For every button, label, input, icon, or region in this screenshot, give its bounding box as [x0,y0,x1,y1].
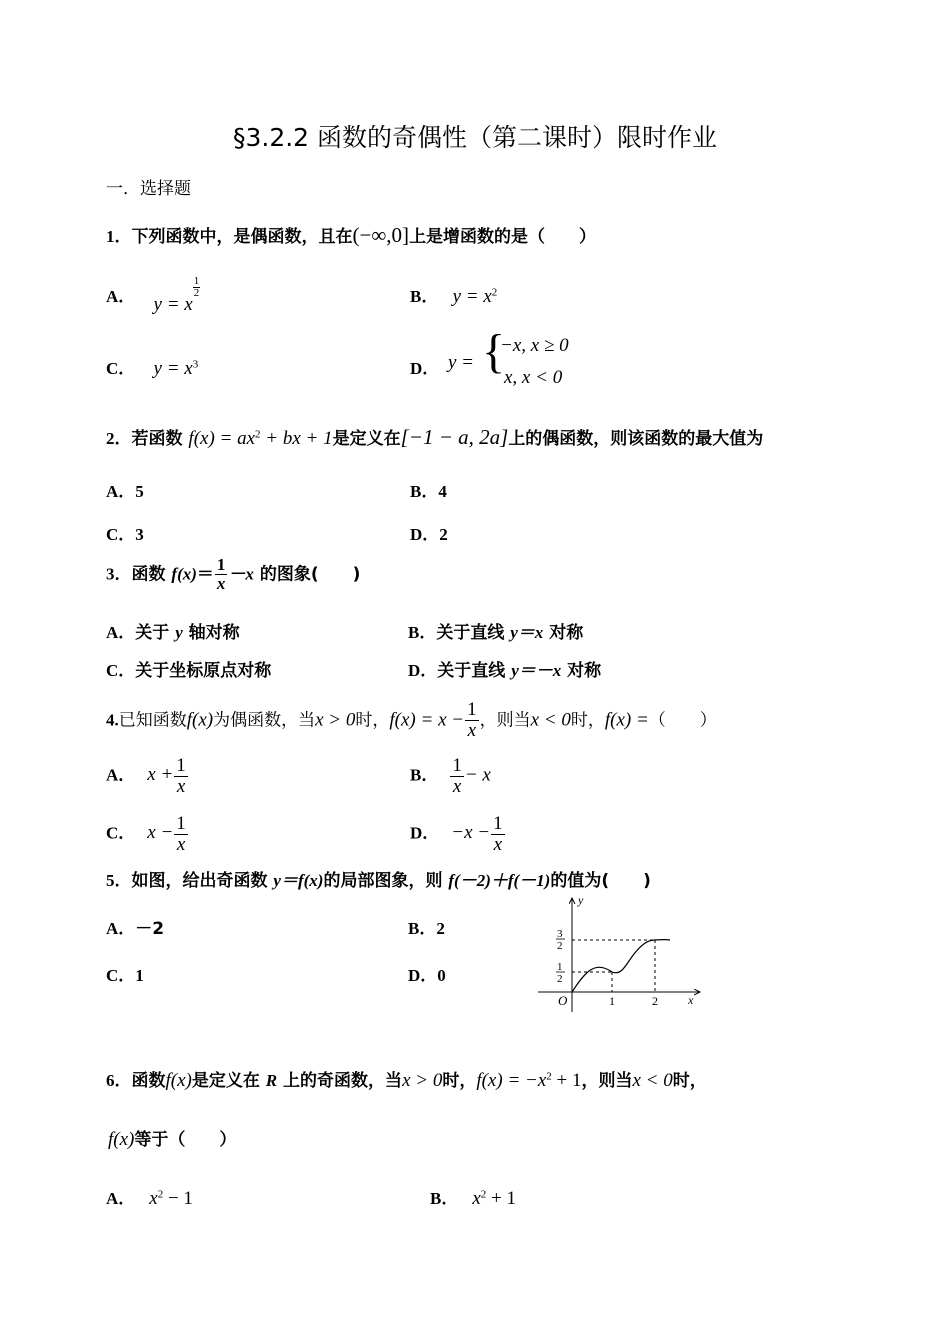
question-4: 4.已知函数f(x)为偶函数，当x > 0时，f(x) = x − $\frac{1}{x}$ ，则当x < 0时，f(x) =（ ） [106,699,717,741]
option-b: B．4 [410,482,447,501]
interval: [−1 − a, 2a] [400,425,509,449]
option-c: C． x − $\frac{1}{x}$ [106,813,186,855]
fraction: $\frac{1}{x}$ [467,699,477,741]
option-b: B． $x^2 + 1$ [430,1188,516,1209]
option-label: C． [106,359,136,378]
option-a: A． x + $\frac{1}{x}$ [106,755,186,797]
section-heading: 一．选择题 [106,179,191,199]
tick-y-high-den: 2 [557,940,563,952]
math-expr: y = x [452,286,492,307]
option-a: A．5 [106,482,144,501]
tick-x-2: 2 [652,994,658,1008]
question-2: 2．若函数 $f(x) = ax^2$ + bx + 1是定义在[−1 − a, 2a]上的偶函数，则该函数的最大值为 [106,425,764,449]
page-title: §3.2.2 函数的奇偶性（第二课时）限时作业 [232,123,718,152]
option-b: B． $\frac{1}{x}$ − x [410,755,491,797]
option-c: C．关于坐标原点对称 [106,661,272,681]
option-label: B． [410,287,439,306]
question-text: 上的偶函数，则该函数的最大值为 [508,429,764,449]
option-d-label: D． [410,359,440,378]
question-text: 下列函数中，是偶函数，且在 [131,227,353,247]
option-a [106,275,200,315]
option-c: C．1 [106,966,144,985]
question-5: 5．如图，给出奇函数 y＝f(x)的局部图象，则 f(－2)＋f(－1)的值为( ) [106,871,651,891]
tick-y-low-den: 2 [557,973,563,985]
math-expr: + bx + 1 [260,428,333,449]
brace: { [482,325,506,378]
option-c: C．3 [106,525,144,544]
question-6: 6．函数f(x)是定义在 R 上的奇函数，当x > 0时，$f(x) = -x^2 + 1$，则当x < 0时， [106,1070,707,1091]
math-expr: (x) = ax [193,428,256,449]
question-1 [106,222,596,248]
option-b: B．2 [408,919,445,938]
option-d: D． −x − $\frac{1}{x}$ [410,813,503,855]
tick-x-1: 1 [609,994,615,1008]
math-expr: y = x [153,294,193,315]
interval: (−∞,0] [352,223,410,247]
option-b: B． $y = x^2$ [410,286,498,307]
piecewise-case-1: −x, x ≥ 0 [500,335,569,356]
question-text: 上是增函数的是（ ） [409,227,597,247]
tick-y-high-num: 3 [557,928,563,940]
question-text: 若函数 [131,429,183,449]
question-number: 2． [106,429,132,448]
option-a: A． $x^2 - 1$ [106,1188,193,1209]
math-expr: y = [448,352,475,373]
option-a: A．－2 [106,919,165,939]
question-3: 3．函数 f(x)＝ $\frac{1}{x}$ －x 的图象( ) [106,555,361,593]
math-expr: y = x [153,358,193,379]
fraction: $\frac{1}{x}$ [216,555,226,593]
origin-label: O [558,993,568,1008]
x-axis-label: x [688,993,694,1007]
option-label: A． [106,287,136,306]
question-6-line-2: f(x)等于（ ） [108,1129,237,1150]
question-number: 1． [106,227,132,246]
option-d: D．2 [410,525,448,544]
option-a: A．关于 y 轴对称 [106,623,240,643]
exponent-fraction: $\frac{1}{2}$ [193,275,200,299]
y-axis-label: y [578,893,584,907]
math-expr: f [188,428,194,449]
option-b: B．关于直线 y＝x 对称 [408,623,584,643]
piecewise-case-2: x, x < 0 [504,367,563,388]
option-c: C． $y = x^3$ [106,358,199,379]
option-d: D．0 [408,966,446,985]
tick-y-low-num: 1 [557,961,563,973]
question-text: 是定义在 [332,429,401,449]
option-d: D．关于直线 y＝－x 对称 [408,661,602,681]
function-graph [530,892,710,1017]
